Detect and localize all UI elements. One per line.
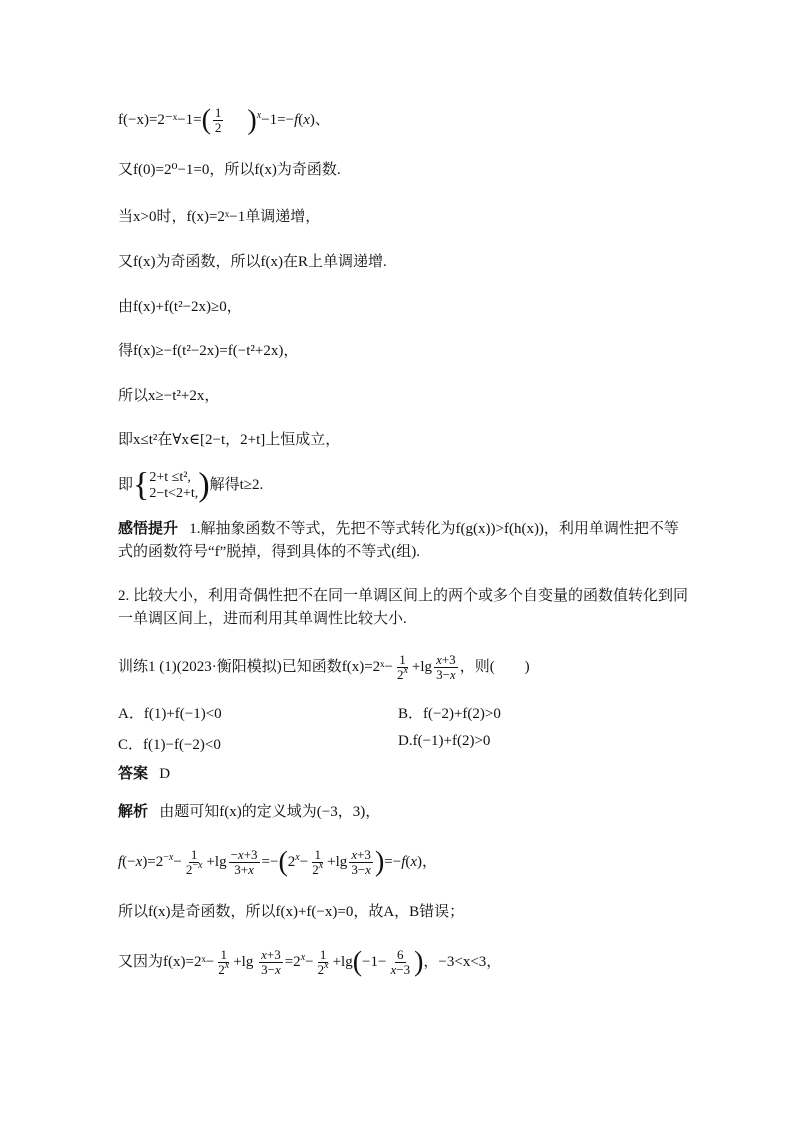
line-system: 即{ 2+t ≤t², 2−t<2+t, )解得t≥2. xyxy=(118,466,264,504)
insight-label: 感悟提升 xyxy=(118,521,179,537)
line-so: 所以x≥−t²+2x， xyxy=(118,388,220,404)
line-given-inequality: 由f(x)+f(t²−2x)≥0， xyxy=(118,299,242,315)
analysis-equation-4: 又因为f(x)=2ˣ− $\frac{1}{2^x}$ +lg $\frac{x+3}{3-x}$ $=2^x-$ $\frac{1}{2^x}$ +lg(−1− $\frac{6}{x-3}$ )，−3<x<3， xyxy=(118,946,502,978)
option-c[interactable]: C．f(1)−f(−2)<0 xyxy=(118,737,221,753)
line-odd-increasing: 又f(x)为奇函数，所以f(x)在R上单调递增. xyxy=(118,254,387,270)
analysis-line-1: 解析 由题可知f(x)的定义域为(−3，3)， xyxy=(118,804,381,820)
option-a[interactable]: A．f(1)+f(−1)<0 xyxy=(118,706,222,722)
line-monotone: 当x>0时，f(x)=2ˣ−1单调递增， xyxy=(118,209,321,225)
line-derive: 得f(x)≥−f(t²−2x)=f(−t²+2x)， xyxy=(118,343,299,359)
option-b[interactable]: B．f(−2)+f(2)>0 xyxy=(398,706,501,722)
line-f0: 又f(0)=2⁰−1=0，所以f(x)为奇函数. xyxy=(118,162,341,178)
analysis-equation-2: $f(-x)=2^{-x}-$ $\frac{1}{2^{-x}}$ +lg $\frac{-x+3}{3+x}$ $=-(2^x-$ $\frac{1}{2^x}$ +lg $\frac{x+3}{3-x}$ )=−f(x)， xyxy=(118,846,438,878)
answer-line: 答案 D xyxy=(118,766,171,782)
training-question: 训练1 (1)(2023·衡阳模拟)已知函数f(x)=2ˣ− $\frac{1}{2^x}$ +lg $\frac{x+3}{3-x}$ ，则( ) xyxy=(118,652,530,683)
analysis-line-3: 所以f(x)是奇函数，所以f(x)+f(−x)=0，故A，B错误； xyxy=(118,904,465,920)
insight-p2: 2. 比较大小，利用奇偶性把不在同一单调区间上的两个或多个自变量的函数值转化到同一单调区间上，进而利用其单调性比较大小. xyxy=(118,588,689,627)
insight-p1: 感悟提升 1.解抽象函数不等式，先把不等式转化为f(g(x))>f(h(x))，利用单调性把不等式的函数符号“f”脱掉，得到具体的不等式(组). xyxy=(118,521,679,560)
equation-f-neg-x: f(−x)=2⁻ˣ−1=( $\frac{1}{2}$ )$^x$−1=−f(x)、 xyxy=(118,104,330,136)
option-d[interactable]: D.f(−1)+f(2)>0 xyxy=(398,733,491,749)
line-forall: 即x≤t²在∀x∈[2−t，2+t]上恒成立， xyxy=(118,432,341,448)
answer-value: D xyxy=(159,766,171,782)
